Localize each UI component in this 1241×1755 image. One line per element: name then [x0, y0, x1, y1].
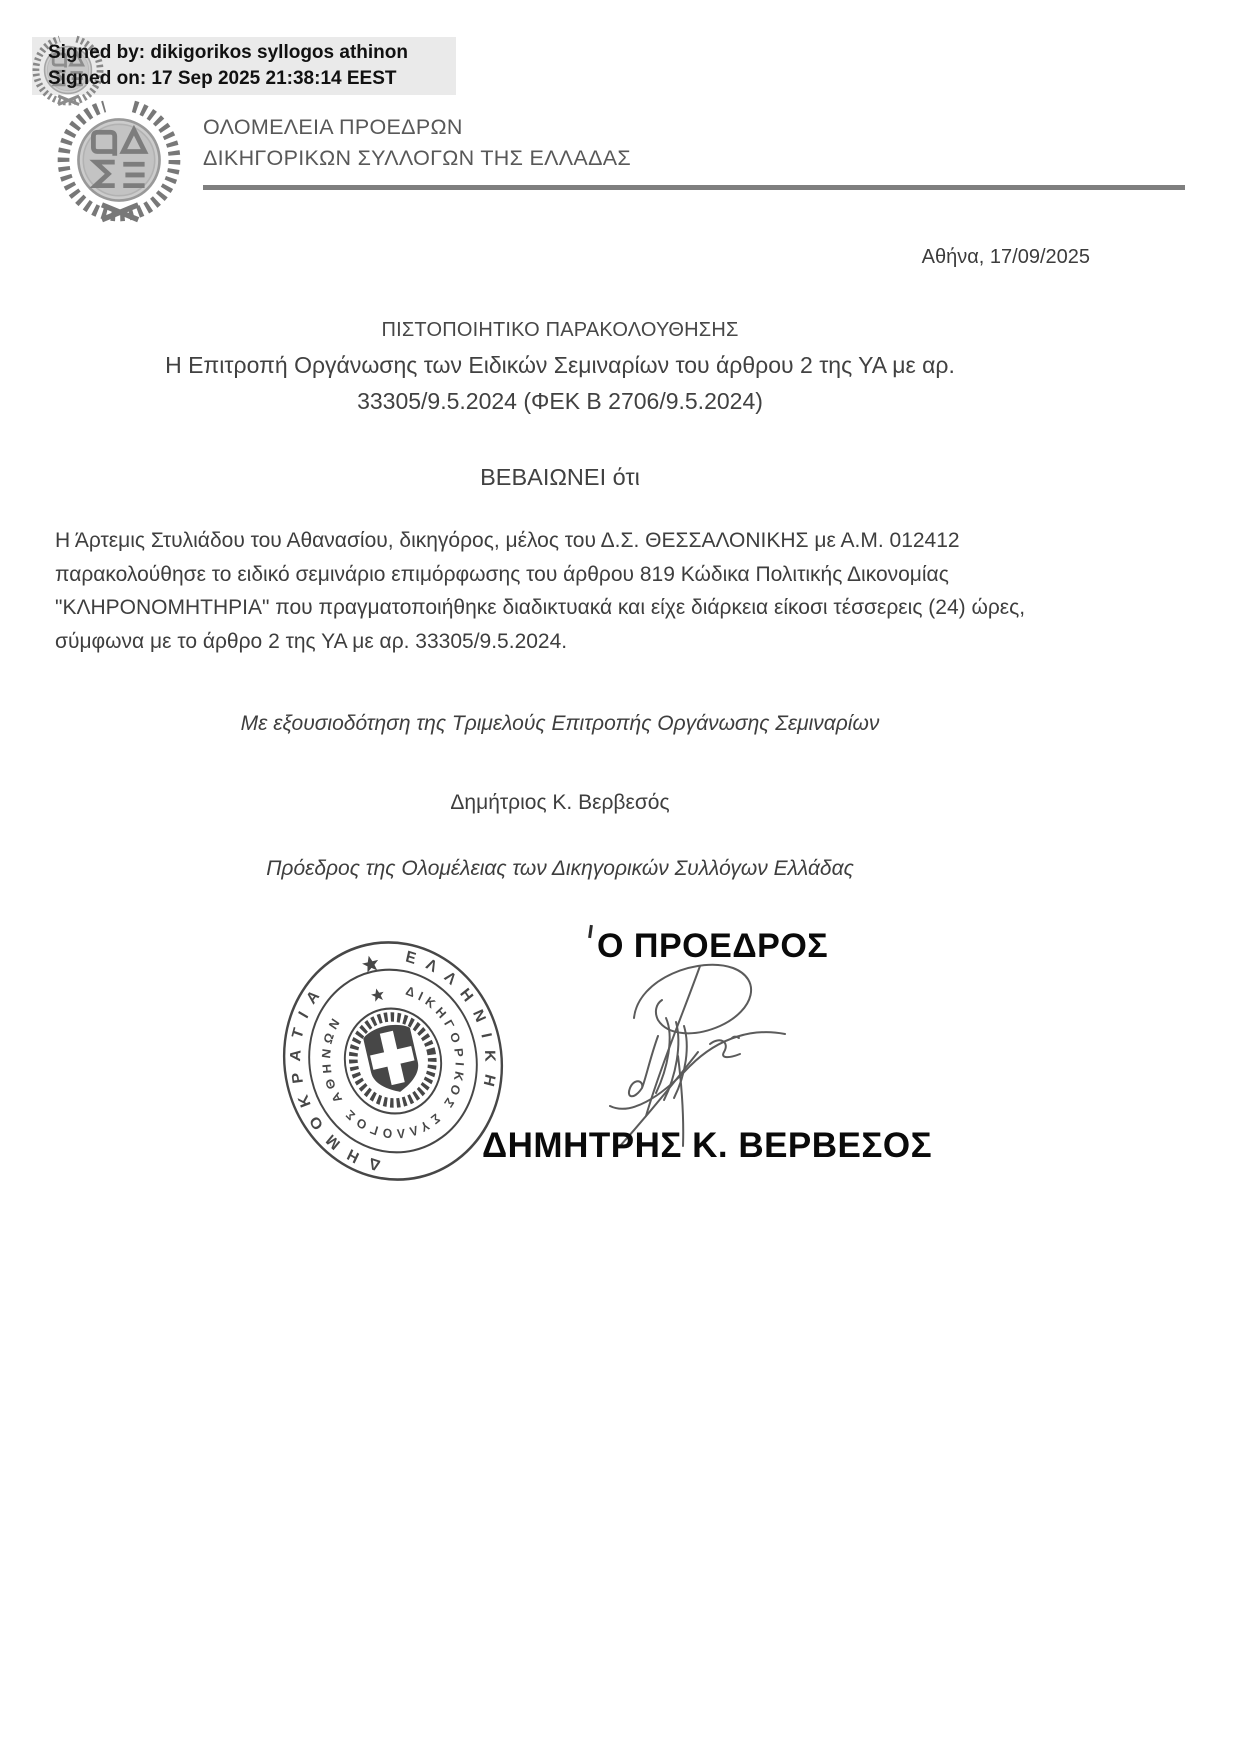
committee-line1: Η Επιτροπή Οργάνωσης των Ειδικών Σεμιναρίων του άρθρου 2 της ΥΑ με αρ.: [165, 352, 955, 378]
org-name-line2: ΔΙΚΗΓΟΡΙΚΩΝ ΣΥΛΛΟΓΩΝ ΤΗΣ ΕΛΛΑΔΑΣ: [203, 146, 631, 170]
digital-signature-stamp: [32, 37, 456, 95]
seal-outer-text-left: ΔΗΜΟΚΡΑΤΙΑ: [287, 978, 382, 1174]
body-line: Η Άρτεμις Στυλιάδου του Αθανασίου, δικηγόρος, μέλος του Δ.Σ. ΘΕΣΣΑΛΟΝΙΚΗΣ με Α.Μ. 012412: [55, 529, 960, 552]
signatory-title: Πρόεδρος της Ολομέλειας των Δικηγορικών Συλλόγων Ελλάδας: [266, 857, 854, 880]
body-line: "ΚΛΗΡΟΝΟΜΗΤΗΡΙΑ" που πραγματοποιήθηκε διαδικτυακά και είχε διάρκεια είκοσι τέσσερεις (24) ώρες,: [55, 596, 1026, 619]
organization-logo-icon: [55, 93, 183, 227]
seal-outer-text-right: ΕΛΛΗΝΙΚΗ: [404, 948, 499, 1100]
president-label: Ο ΠΡΟΕΔΡΟΣ: [597, 927, 829, 965]
seal-inner-text: ΔΙΚΗΓΟΡΙΚΟΣ ΣΥΛΛΟΓΟΣ ΑΘΗΝΩΝ: [319, 983, 467, 1141]
body-line: παρακολούθησε το ειδικό σεμινάριο επιμόρφωσης του άρθρου 819 Κώδικα Πολιτικής Δικονομίας: [55, 562, 949, 586]
signed-on-line: Signed on: 17 Sep 2025 21:38:14 EEST: [48, 68, 397, 89]
date-line: Αθήνα, 17/09/2025: [921, 246, 1090, 268]
body-paragraph: [55, 524, 1070, 658]
committee-line2: 33305/9.5.2024 (ΦΕΚ Β 2706/9.5.2024): [357, 388, 763, 414]
president-name: ΔΗΜΗΤΡΗΣ Κ. ΒΕΡΒΕΣΟΣ: [482, 1126, 933, 1165]
certifies-label: ΒΕΒΑΙΩΝΕΙ ότι: [480, 464, 640, 490]
certificate-title: ΠΙΣΤΟΠΟΙΗΤΙΚΟ ΠΑΡΑΚΟΛΟΥΘΗΣΗΣ: [381, 319, 739, 341]
authorization-line: Με εξουσιοδότηση της Τριμελούς Επιτροπής Οργάνωσης Σεμιναρίων: [240, 712, 880, 735]
signatory-name: Δημήτριος Κ. Βερβεσός: [450, 791, 670, 814]
body-line: σύμφωνα με το άρθρο 2 της ΥΑ με αρ. 33305/9.5.2024.: [55, 629, 568, 653]
header-divider: [203, 185, 1185, 190]
seal-star-icon: [370, 987, 385, 1002]
handwritten-signature: [550, 948, 805, 1153]
stray-pen-mark: [588, 925, 593, 938]
signed-by-line: Signed by: dikigorikos syllogos athinon: [48, 42, 408, 63]
org-name-line1: ΟΛΟΜΕΛΕΙΑ ΠΡΟΕΔΡΩΝ: [203, 115, 463, 139]
